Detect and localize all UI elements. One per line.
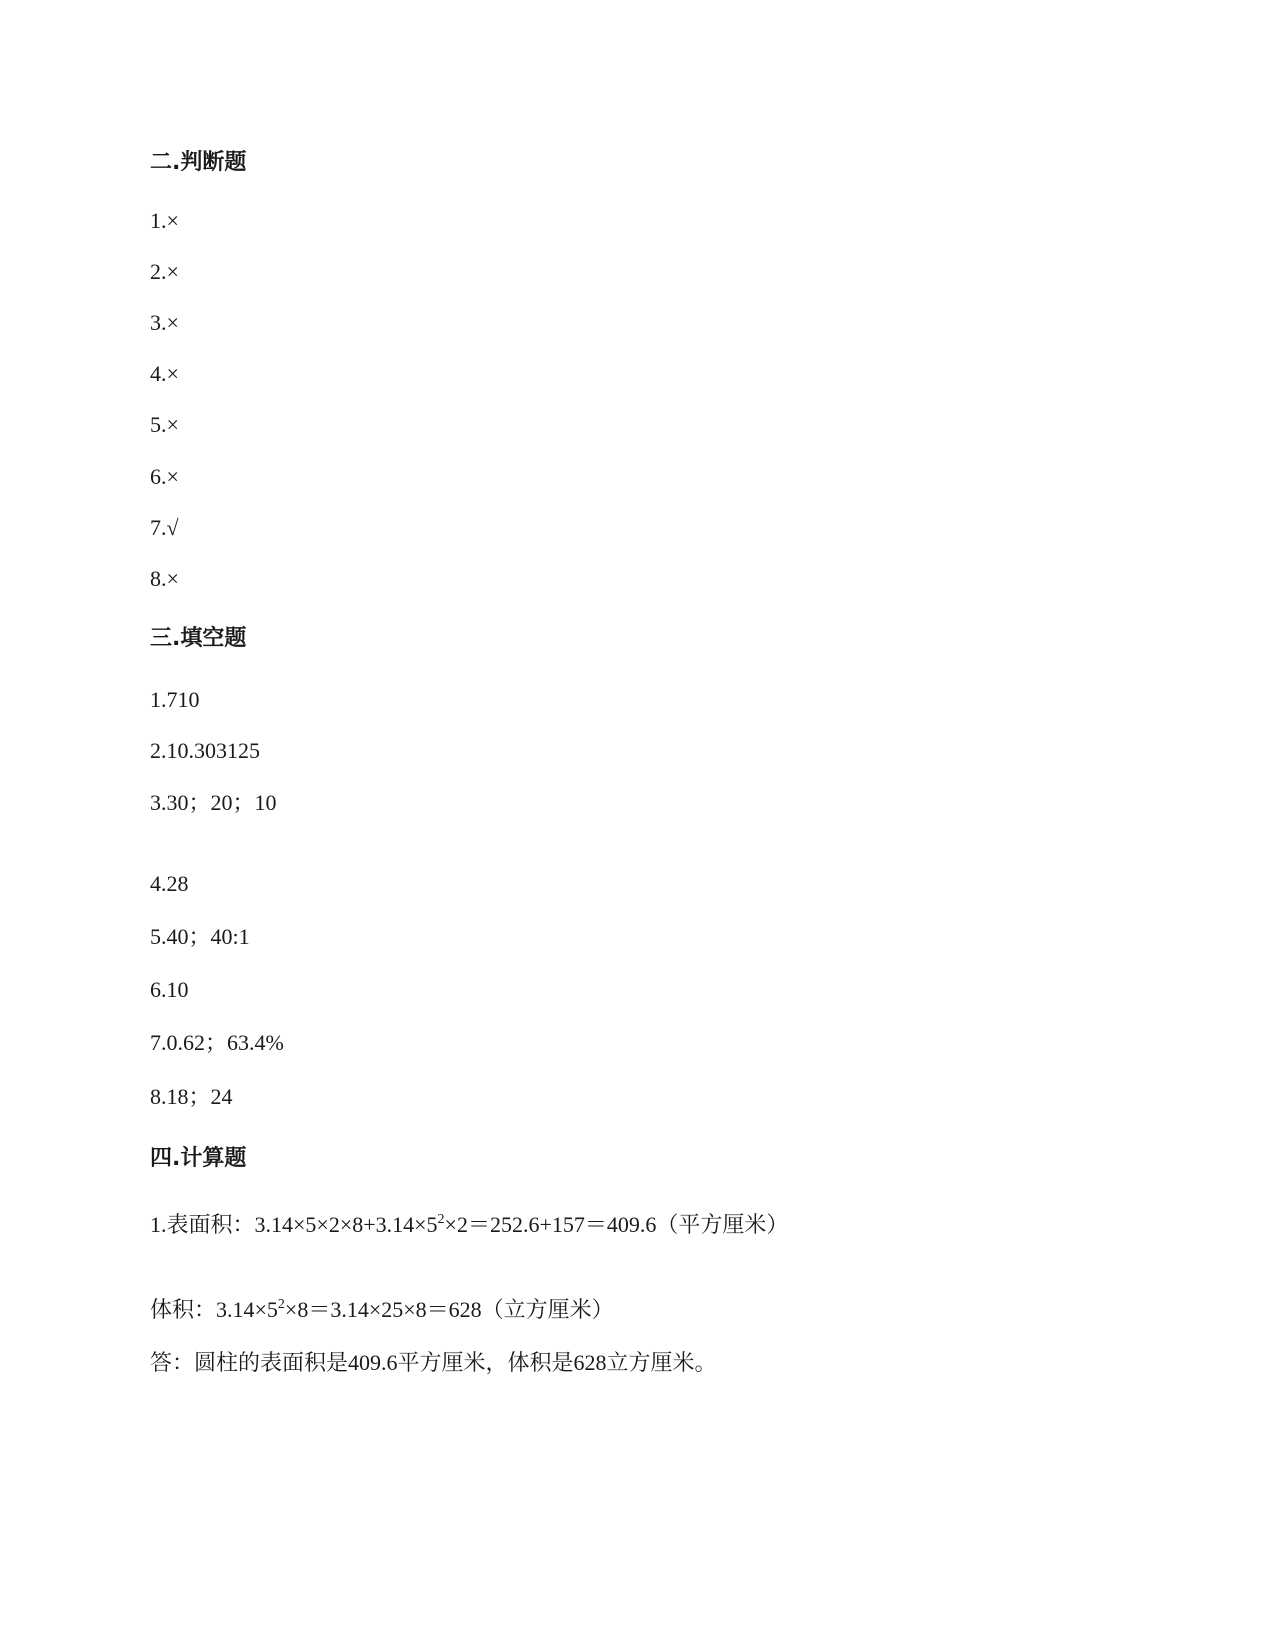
section4-heading: 四.计算题: [150, 1146, 247, 1171]
fill-item-5: 5.40；40:1: [150, 924, 250, 949]
volume-line: [150, 1297, 614, 1323]
fill-item-7: 7.0.62；63.4%: [150, 1030, 284, 1055]
volume-formula-start: 体积：3.14×5: [150, 1297, 278, 1322]
surface-area-exponent: 2: [437, 1212, 445, 1227]
judgment-item-1: 1.×: [150, 208, 179, 233]
surface-area-formula-start: 1.表面积：3.14×5×2×8+3.14×5: [150, 1212, 438, 1237]
fill-item-1: 1.710: [150, 687, 200, 712]
volume-formula-end: ×8＝3.14×25×8＝628（立方厘米）: [284, 1297, 614, 1322]
surface-area-line: [150, 1212, 788, 1238]
judgment-item-6: 6.×: [150, 464, 179, 489]
judgment-item-2: 2.×: [150, 259, 179, 284]
judgment-item-8: 8.×: [150, 566, 179, 591]
fill-item-2: 2.10.303125: [150, 738, 260, 763]
judgment-item-4: 4.×: [150, 361, 179, 386]
judgment-item-5: 5.×: [150, 412, 179, 437]
judgment-item-3: 3.×: [150, 310, 179, 335]
volume-exponent: 2: [277, 1297, 285, 1312]
surface-area-formula-end: ×2＝252.6+157＝409.6（平方厘米）: [444, 1212, 789, 1237]
fill-item-3: 3.30；20；10: [150, 790, 277, 815]
fill-item-4: 4.28: [150, 871, 189, 896]
section2-heading: 二.判断题: [150, 150, 247, 175]
section3-heading: 三.填空题: [150, 626, 247, 651]
judgment-item-7: 7.√: [150, 515, 179, 540]
answer-line: 答：圆柱的表面积是409.6平方厘米，体积是628立方厘米。: [150, 1350, 717, 1375]
fill-item-8: 8.18；24: [150, 1084, 233, 1109]
fill-item-6: 6.10: [150, 977, 189, 1002]
